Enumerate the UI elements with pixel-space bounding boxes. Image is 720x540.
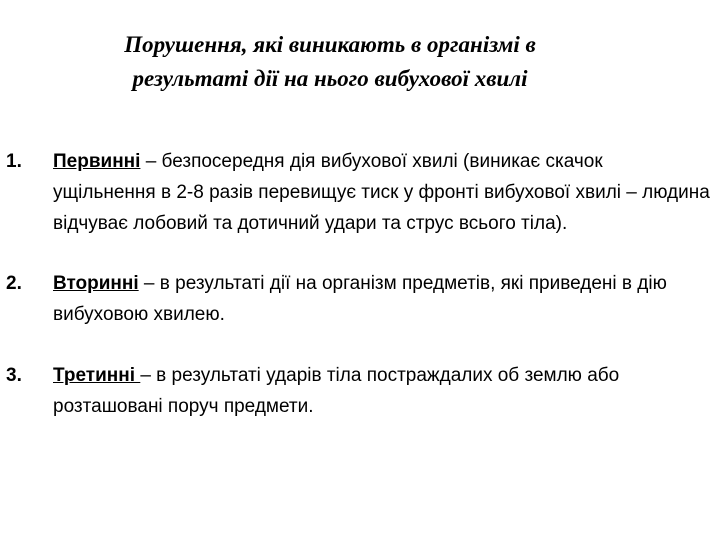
list-item-number: 3. — [6, 365, 22, 386]
list-item-term: Первинні — [53, 151, 141, 172]
list-item-text: – безпосередня дія вибухової хвилі (виникає скачок ущільнення в 2-8 разів перевищує тиск у фронті вибухової хвилі – людина відчуває лобовий та дотичний удари та струс всього тіла). — [53, 151, 710, 234]
list-item-term: Третинні — [53, 365, 141, 386]
title-line-1: Порушення, які виникають в організмі в — [124, 32, 536, 57]
list-item-text: – в результаті ударів тіла постраждалих об землю або розташовані поруч предмети. — [53, 365, 620, 417]
effects-list — [0, 146, 720, 422]
list-item-tertiary — [0, 360, 720, 422]
list-item-term: Вторинні — [53, 273, 139, 294]
slide-title — [40, 28, 620, 96]
list-item-secondary — [0, 268, 720, 330]
list-item-text: – в результаті дії на організм предметів, які приведені в дію вибуховою хвилею. — [53, 273, 667, 325]
list-item-number: 1. — [6, 151, 22, 172]
title-line-2: результаті дії на нього вибухової хвилі — [132, 66, 528, 91]
list-item-number: 2. — [6, 273, 22, 294]
list-item-primary — [0, 146, 720, 239]
